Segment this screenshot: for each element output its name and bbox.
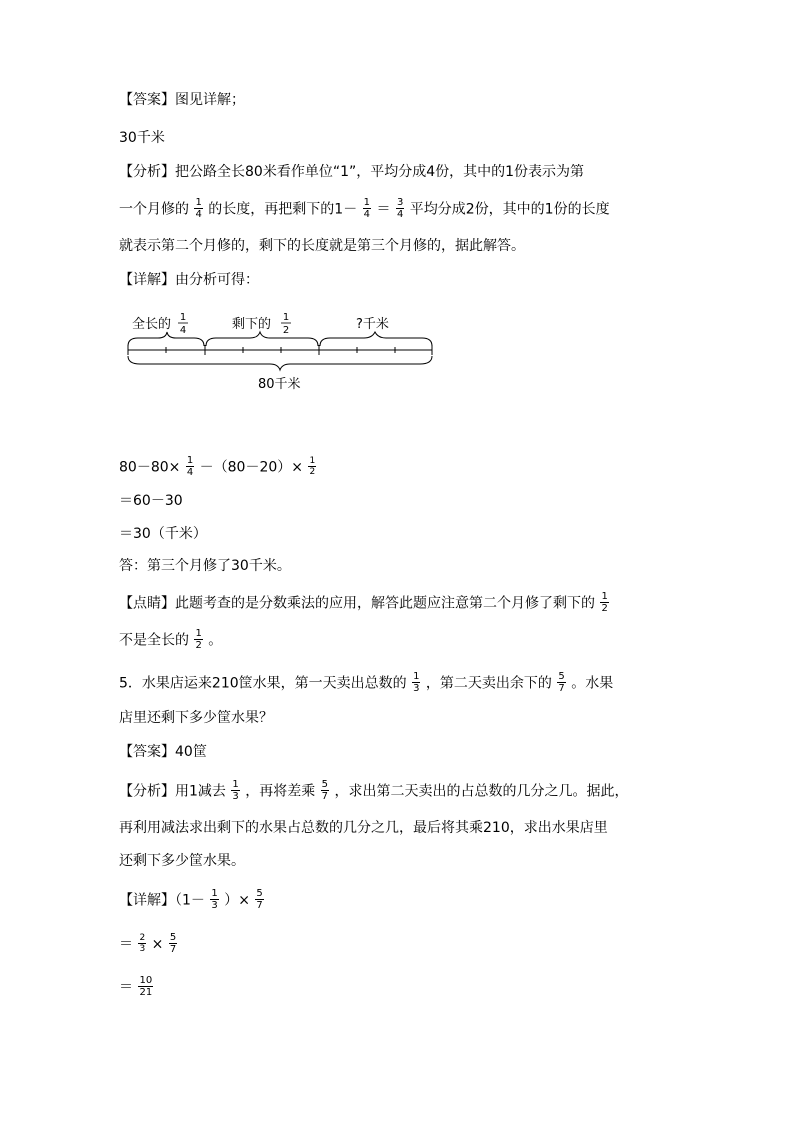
calc-text: ＝ xyxy=(119,979,133,996)
fraction xyxy=(600,591,608,614)
calc-text: 80－80× xyxy=(119,459,181,476)
fraction-denominator: 4 xyxy=(396,209,404,220)
top-brace-2 xyxy=(206,332,318,346)
analysis-text: 平均分成2份，其中的1份的长度 xyxy=(409,201,610,218)
top-brace-3 xyxy=(320,332,432,346)
answer-value: 40筐 xyxy=(175,744,207,760)
fraction-numerator: 5 xyxy=(558,671,565,682)
fraction xyxy=(169,932,177,955)
fraction xyxy=(210,888,218,911)
tip-label: 【点睛】 xyxy=(119,595,175,612)
q5-detail-line xyxy=(119,889,265,912)
diagram-label-remaining: 剩下的 xyxy=(232,317,272,332)
fraction-denominator: 21 xyxy=(139,987,153,998)
fraction-numerator: 5 xyxy=(321,779,329,790)
fraction-numerator: 3 xyxy=(396,197,404,208)
analysis-text: 用1减去 xyxy=(175,783,226,800)
fraction-numerator: 1 xyxy=(601,591,608,602)
answer-label: 【答案】 xyxy=(119,744,175,760)
fraction-denominator: 4 xyxy=(179,325,187,336)
fraction xyxy=(138,975,153,998)
fraction xyxy=(321,779,329,802)
q4-detail-line xyxy=(119,270,259,290)
diagram-label-unknown: ?千米 xyxy=(356,317,389,332)
diagram-label-total-fraction: 全长的 xyxy=(132,317,172,332)
calc-text: （1－ xyxy=(175,892,205,909)
question-text: 5．水果店运来210筐水果，第一天卖出总数的 xyxy=(119,675,407,692)
analysis-text: 把公路全长80米看作单位“1”，平均分成4份，其中的1份表示为第 xyxy=(175,164,585,180)
fraction xyxy=(396,197,404,220)
fraction-numerator: 5 xyxy=(169,932,177,943)
fraction xyxy=(194,197,202,220)
question-text: 。水果 xyxy=(571,675,614,692)
fraction-numerator: 1 xyxy=(282,312,290,323)
analysis-label: 【分析】 xyxy=(119,164,175,180)
fraction-numerator: 5 xyxy=(256,888,263,899)
fraction-numerator: 1 xyxy=(195,628,202,639)
fraction-denominator: 7 xyxy=(169,944,177,955)
fraction-numerator: 1 xyxy=(195,197,202,208)
fraction-numerator: 1 xyxy=(413,671,420,682)
q5-analysis-line3: 还剩下多少筐水果。 xyxy=(119,853,245,869)
diagram-label-80km: 80千米 xyxy=(258,377,301,392)
fraction xyxy=(194,628,202,651)
fraction-numerator: 1 xyxy=(309,456,316,466)
analysis-text: ，再将差乘 xyxy=(245,783,316,800)
q4-analysis-line1 xyxy=(119,162,584,182)
fraction-numerator: 1 xyxy=(363,197,371,208)
bottom-brace xyxy=(128,356,432,370)
fraction-denominator: 3 xyxy=(211,900,218,911)
fraction xyxy=(138,933,146,954)
fraction-denominator: 2 xyxy=(282,325,290,336)
calc-text: ）× xyxy=(224,892,250,909)
fraction xyxy=(231,779,239,802)
q4-analysis-line2 xyxy=(119,198,610,221)
q5-analysis-line2: 再利用减法求出剩下的水果占总数的几分之几，最后将其乘210，求出水果店里 xyxy=(119,820,608,836)
q4-answer-sentence: 答：第三个月修了30千米。 xyxy=(119,558,291,574)
question-text: ，第二天卖出余下的 xyxy=(425,675,552,692)
fraction xyxy=(255,888,263,911)
answer-label: 【答案】 xyxy=(119,92,175,108)
fraction-numerator: 10 xyxy=(139,975,153,986)
fraction-denominator: 7 xyxy=(321,791,329,802)
detail-text: 由分析可得： xyxy=(175,272,259,288)
fraction-denominator: 2 xyxy=(195,640,202,651)
segment-diagram xyxy=(120,300,440,400)
fraction xyxy=(412,671,420,694)
fraction-numerator: 2 xyxy=(139,933,146,943)
q4-calc-line1 xyxy=(119,456,317,479)
calc-text: × xyxy=(151,936,164,953)
q4-calc-line3: ＝30（千米） xyxy=(119,526,207,542)
q4-tip-line1 xyxy=(119,592,610,615)
fraction-denominator: 2 xyxy=(601,603,608,614)
fraction-numerator: 1 xyxy=(232,779,239,790)
calc-text: ＝ xyxy=(119,936,133,953)
fraction-numerator: 1 xyxy=(186,455,194,466)
q5-step1 xyxy=(119,933,178,956)
fraction xyxy=(557,671,565,694)
fraction-denominator: 4 xyxy=(195,209,202,220)
q4-tip-line2 xyxy=(119,629,222,652)
fraction-denominator: 2 xyxy=(309,467,316,477)
q5-question-line2: 店里还剩下多少筐水果？ xyxy=(119,710,273,726)
q5-question-line1 xyxy=(119,672,613,695)
analysis-text: ，求出第二天卖出的占总数的几分之几。据此， xyxy=(334,783,629,800)
analysis-label: 【分析】 xyxy=(119,783,175,800)
fraction xyxy=(186,455,194,478)
fraction-denominator: 7 xyxy=(558,683,565,694)
fraction-denominator: 7 xyxy=(256,900,263,911)
answer-text: 图见详解； xyxy=(175,92,245,108)
tip-text: 。 xyxy=(208,632,223,649)
fraction-denominator: 3 xyxy=(139,944,146,954)
q5-analysis-line1 xyxy=(119,780,628,803)
fraction-numerator: 1 xyxy=(211,888,218,899)
q5-answer-line xyxy=(119,742,207,762)
fraction xyxy=(308,456,316,477)
detail-label: 【详解】 xyxy=(119,892,175,909)
fraction-denominator: 3 xyxy=(232,791,239,802)
calc-text: －（80－20）× xyxy=(199,459,303,476)
analysis-text: 的长度，再把剩下的1－ xyxy=(208,201,358,218)
analysis-text: ＝ xyxy=(376,201,391,218)
fraction-denominator: 4 xyxy=(186,467,194,478)
q4-answer-line xyxy=(119,90,245,110)
fraction-numerator: 1 xyxy=(179,312,187,323)
fraction-denominator: 3 xyxy=(413,683,420,694)
top-brace-1 xyxy=(128,332,204,346)
tip-text: 不是全长的 xyxy=(119,632,189,649)
q5-step2 xyxy=(119,976,154,999)
fraction-denominator: 4 xyxy=(363,209,371,220)
q4-answer-value: 30千米 xyxy=(119,130,165,146)
analysis-text: 一个月修的 xyxy=(119,201,189,218)
q4-calc-line2: ＝60－30 xyxy=(119,493,183,509)
fraction xyxy=(363,197,371,220)
tip-text: 此题考查的是分数乘法的应用，解答此题应注意第二个月修了剩下的 xyxy=(175,595,595,612)
q4-analysis-line3: 就表示第二个月修的，剩下的长度就是第三个月修的，据此解答。 xyxy=(119,238,525,254)
detail-label: 【详解】 xyxy=(119,272,175,288)
